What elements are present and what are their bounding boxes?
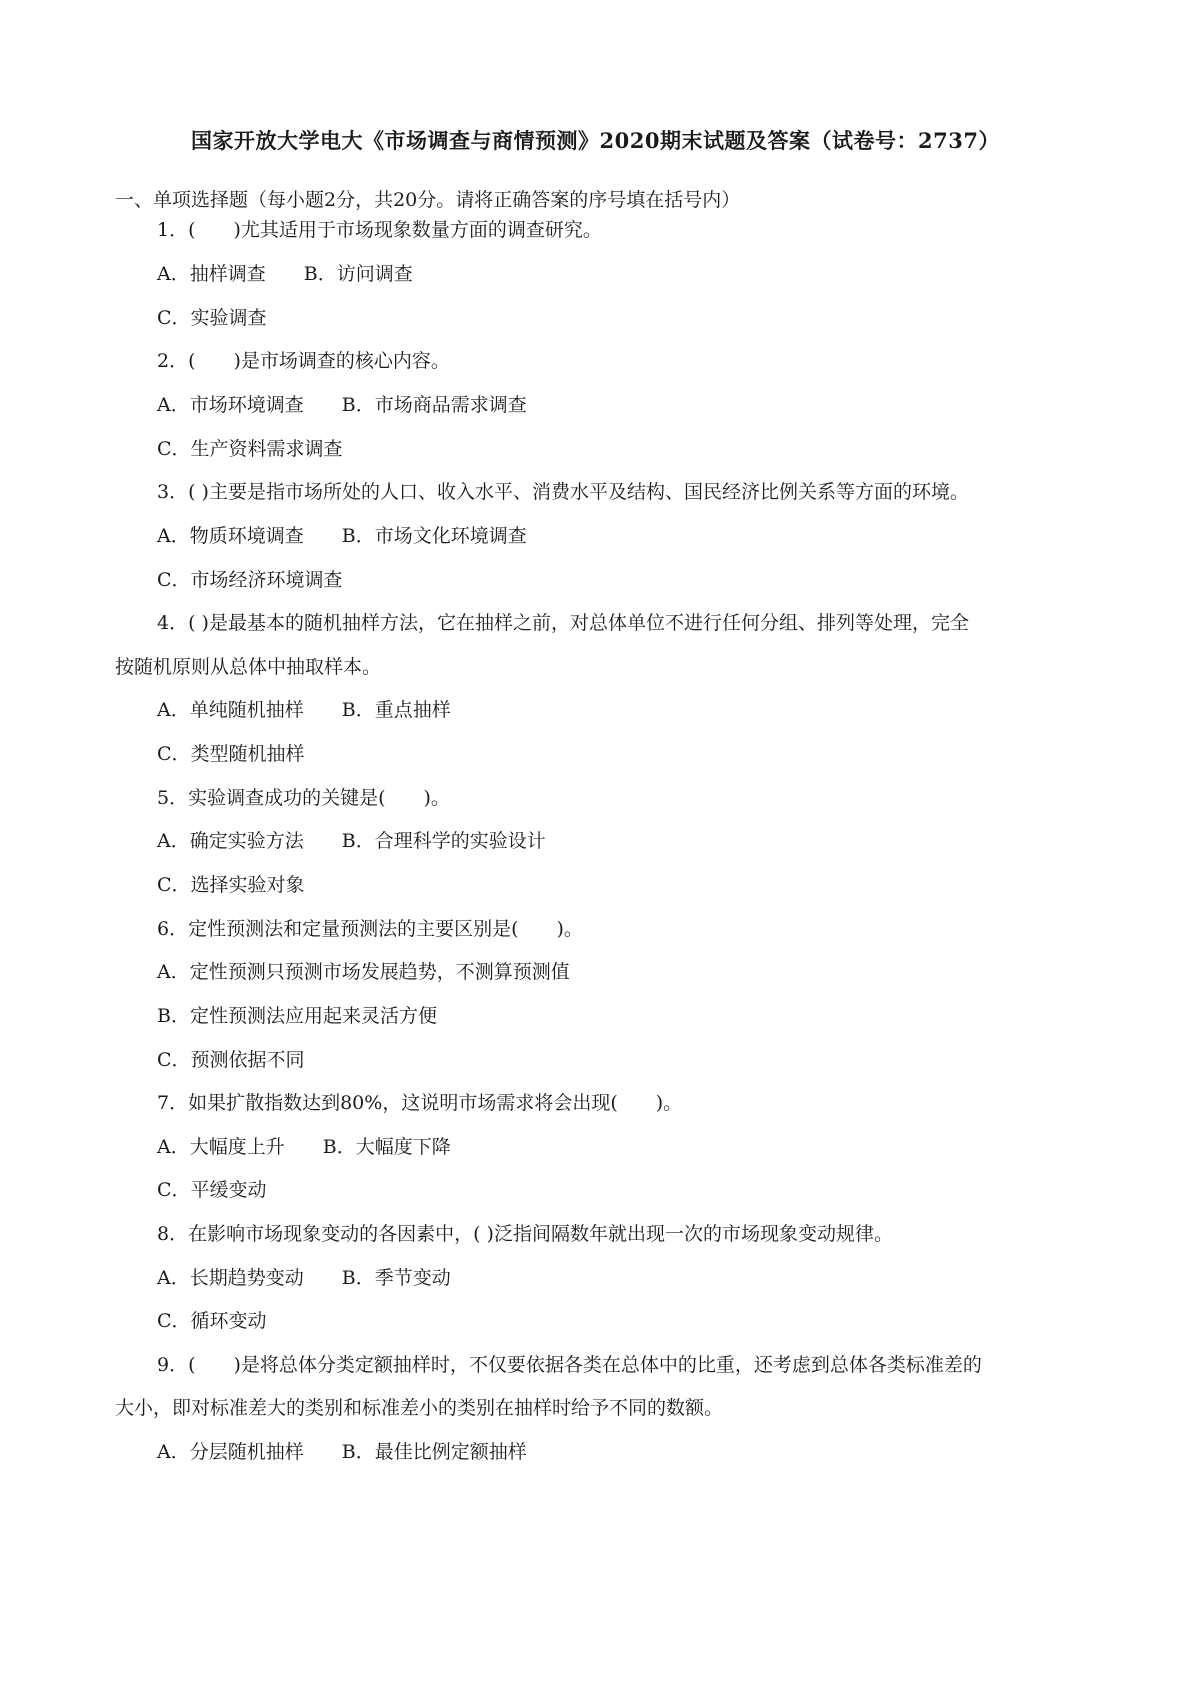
option-a: A．分层随机抽样 bbox=[157, 1441, 304, 1463]
question-6-stem: 6．定性预测法和定量预测法的主要区别是( )。 bbox=[157, 918, 583, 940]
option-a: A．抽样调查 bbox=[157, 263, 266, 285]
option-b: B．季节变动 bbox=[341, 1267, 451, 1289]
question-1-option-c: C．实验调查 bbox=[157, 307, 267, 329]
question-4-stem: 4．( )是最基本的随机抽样方法，它在抽样之前，对总体单位不进行任何分组、排列等处理，完全 bbox=[157, 612, 969, 634]
question-1-options-row bbox=[157, 262, 413, 286]
option-a: A．物质环境调查 bbox=[157, 525, 304, 547]
page-title: 国家开放大学电大《市场调查与商情预测》2020期末试题及答案（试卷号：2737） bbox=[191, 128, 1000, 153]
option-a: A．长期趋势变动 bbox=[157, 1267, 304, 1289]
question-2-options-row bbox=[157, 393, 527, 417]
question-3-options-row bbox=[157, 524, 527, 548]
question-3-stem: 3．( )主要是指市场所处的人口、收入水平、消费水平及结构、国民经济比例关系等方面的环境。 bbox=[157, 481, 969, 503]
question-5-option-c: C．选择实验对象 bbox=[157, 874, 305, 896]
question-7-stem: 7．如果扩散指数达到80%，这说明市场需求将会出现( )。 bbox=[157, 1092, 683, 1114]
question-2-option-c: C．生产资料需求调查 bbox=[157, 438, 343, 460]
option-b: B．市场商品需求调查 bbox=[341, 394, 527, 416]
question-9-stem: 9．( )是将总体分类定额抽样时，不仅要依据各类在总体中的比重，还考虑到总体各类标准差的 bbox=[157, 1354, 982, 1376]
question-5-stem: 5．实验调查成功的关键是( )。 bbox=[157, 787, 450, 809]
question-9-stem-continued: 大小，即对标准差大的类别和标准差小的类别在抽样时给予不同的数额。 bbox=[115, 1397, 724, 1419]
option-a: A．市场环境调查 bbox=[157, 394, 304, 416]
question-6-option-b: B．定性预测法应用起来灵活方便 bbox=[157, 1005, 437, 1027]
option-b: B．最佳比例定额抽样 bbox=[341, 1441, 527, 1463]
question-8-options-row bbox=[157, 1266, 451, 1290]
question-4-stem-continued: 按随机原则从总体中抽取样本。 bbox=[115, 656, 382, 678]
question-2-stem: 2．( )是市场调查的核心内容。 bbox=[157, 350, 450, 372]
option-a: A．确定实验方法 bbox=[157, 830, 304, 852]
question-8-option-c: C．循环变动 bbox=[157, 1310, 267, 1332]
question-7-option-c: C．平缓变动 bbox=[157, 1179, 267, 1201]
question-9-options-row bbox=[157, 1440, 527, 1464]
question-8-stem: 8．在影响市场现象变动的各因素中，( )泛指间隔数年就出现一次的市场现象变动规律。 bbox=[157, 1223, 893, 1245]
question-5-options-row bbox=[157, 829, 546, 853]
section-heading: 一、单项选择题（每小题2分，共20分。请将正确答案的序号填在括号内） bbox=[115, 189, 741, 211]
question-7-options-row bbox=[157, 1135, 451, 1159]
question-4-options-row bbox=[157, 698, 451, 722]
option-b: B．市场文化环境调查 bbox=[341, 525, 527, 547]
option-b: B．合理科学的实验设计 bbox=[341, 830, 546, 852]
option-b: B．重点抽样 bbox=[341, 699, 451, 721]
question-4-option-c: C．类型随机抽样 bbox=[157, 743, 305, 765]
option-a: A．大幅度上升 bbox=[157, 1136, 285, 1158]
question-3-option-c: C．市场经济环境调查 bbox=[157, 569, 343, 591]
option-a: A．单纯随机抽样 bbox=[157, 699, 304, 721]
question-6-option-a: A．定性预测只预测市场发展趋势，不测算预测值 bbox=[157, 961, 570, 983]
question-1-stem: 1．( )尤其适用于市场现象数量方面的调查研究。 bbox=[157, 219, 602, 241]
option-b: B．大幅度下降 bbox=[322, 1136, 451, 1158]
question-6-option-c: C．预测依据不同 bbox=[157, 1049, 305, 1071]
option-b: B．访问调查 bbox=[303, 263, 413, 285]
